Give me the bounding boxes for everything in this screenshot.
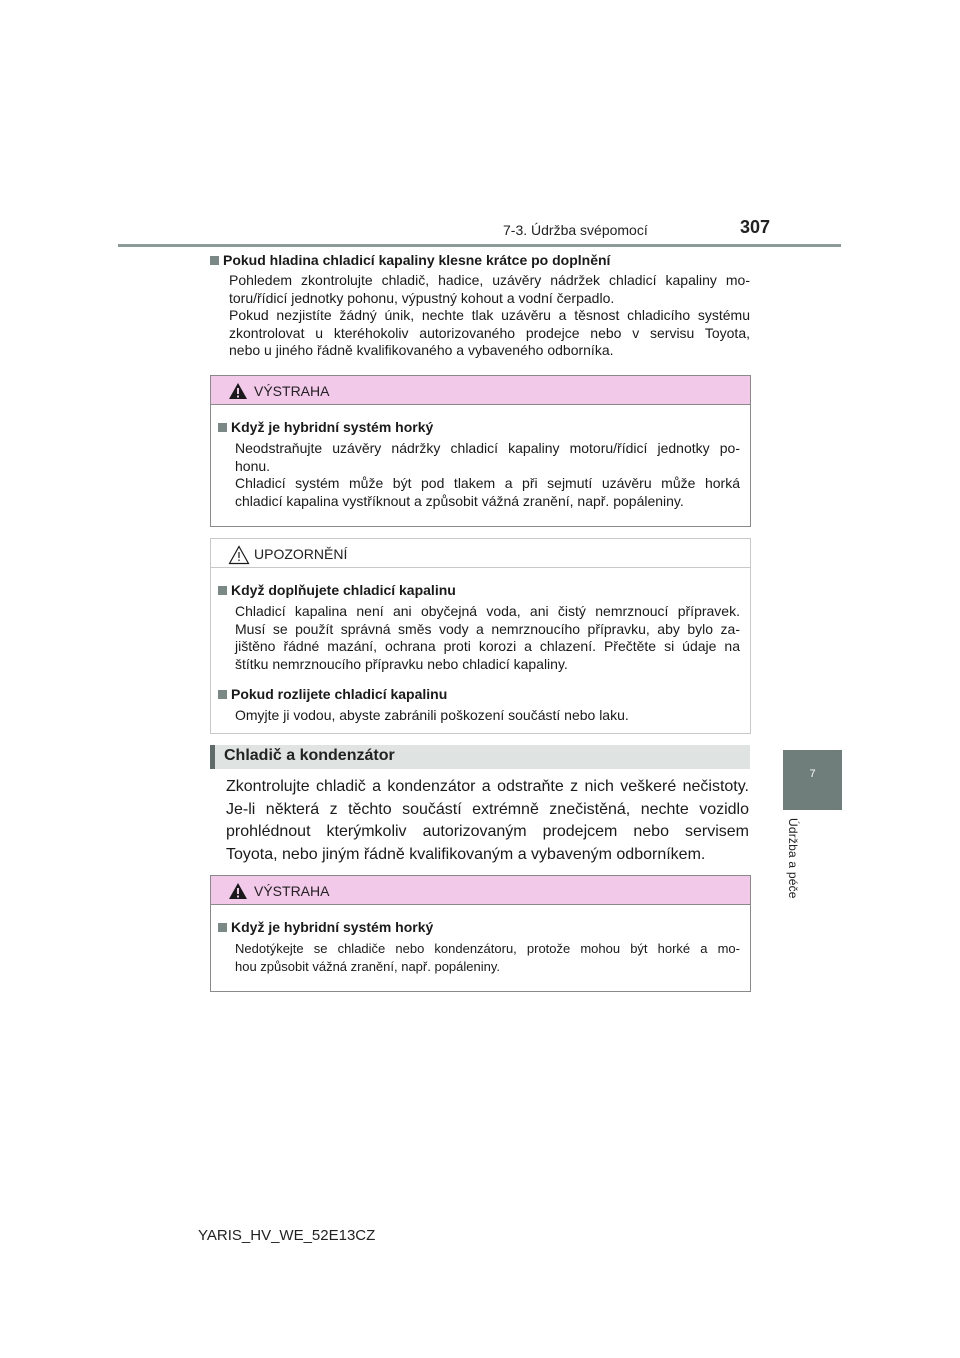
text-line: Zkontrolujte chladič a kondenzátor a odstraňte z nich veškeré nečistoty. [226, 778, 749, 795]
square-bullet-icon [218, 586, 227, 595]
caution-heading-text: Když doplňujete chladicí kapalinu [231, 582, 456, 598]
chapter-tab-number: 7 [809, 768, 816, 780]
warning-heading [218, 917, 740, 937]
warning-label: VÝSTRAHA [254, 883, 330, 899]
text-line: Nedotýkejte se chladiče nebo kondenzátoru, protože mohou být horké a mo- [235, 941, 740, 956]
text-line: štítku nemrznoucího přípravku nebo chladicí kapaliny. [235, 655, 568, 672]
caution-label: UPOZORNĚNÍ [254, 546, 348, 562]
warning-triangle-icon [228, 882, 248, 900]
intro-block [210, 250, 750, 360]
warning-paragraph [235, 940, 740, 975]
caution-heading-text: Pokud rozlijete chladicí kapalinu [231, 686, 448, 702]
text-line: Toyota, nebo jiným řádně kvalifikovaným a vybaveným odborníkem. [226, 845, 706, 863]
text-line: Je-li některá z těchto součástí extrémně znečistěná, nechte vozidlo [226, 800, 749, 818]
square-bullet-icon [218, 923, 227, 932]
intro-paragraph [229, 272, 750, 360]
text-line: honu. [235, 457, 271, 474]
warning-box-body [211, 405, 750, 522]
chapter-tab [783, 750, 842, 810]
caution-box-header [211, 539, 750, 568]
text-line: jištěno řádné mazání, ochrana proti korozi a chlazení. Přečtěte si údaje na [235, 638, 740, 654]
warning-box-header [211, 876, 750, 905]
warning-label: VÝSTRAHA [254, 383, 330, 399]
warning-heading-text: Když je hybridní systém horký [231, 919, 434, 935]
caution-heading [218, 684, 740, 704]
header-rule [118, 244, 841, 247]
section-title: Chladič a kondenzátor [224, 747, 395, 764]
page-number: 307 [740, 217, 771, 237]
text-line: prohlédnout kterýmkoliv autorizovaným prodejcem nebo servisem [226, 823, 749, 840]
caution-box-body [211, 568, 750, 737]
text-line: Chladicí systém může být pod tlakem a při sejmutí uzávěru může horká [235, 475, 740, 491]
caution-triangle-icon [228, 545, 250, 565]
text-line: nebo u jiného řádně kvalifikovaného a vybaveného odborníka. [229, 342, 614, 358]
caution-paragraph [235, 707, 740, 725]
warning-paragraph [235, 440, 740, 510]
intro-heading [210, 250, 750, 270]
warning-box [210, 875, 751, 992]
square-bullet-icon [218, 690, 227, 699]
caution-heading [218, 580, 740, 600]
warning-box-header [211, 376, 750, 405]
section-body [226, 776, 749, 866]
warning-triangle-icon [228, 382, 248, 400]
text-line: toru/řídicí jednotky pohonu, výpustný kohout a vodní čerpadlo. [229, 289, 615, 306]
warning-heading-text: Když je hybridní systém horký [231, 419, 434, 435]
text-line: hou způsobit vážná zranění, např. popáleniny. [235, 958, 500, 974]
warning-box [210, 375, 751, 527]
caution-paragraph [235, 603, 740, 673]
section-heading-bar [210, 745, 750, 769]
text-line: chladicí kapalina vystříknout a způsobit vážná zranění, např. popáleniny. [235, 492, 684, 509]
intro-heading-text: Pokud hladina chladicí kapaliny klesne krátce po doplnění [223, 252, 611, 268]
warning-heading [218, 417, 740, 437]
text-line: Pokud nezjistíte žádný únik, nechte tlak uzávěru a těsnost chladicího systému [229, 307, 750, 323]
square-bullet-icon [218, 423, 227, 432]
document-code: YARIS_HV_WE_52E13CZ [198, 1227, 376, 1244]
text-line: Omyjte ji vodou, abyste zabránili poškození součástí nebo laku. [235, 707, 629, 723]
text-line: zkontrolovat u kteréhokoliv autorizovaného prodejce nebo v servisu Toyota, [229, 324, 750, 341]
text-line: Musí se použít správná směs vody a nemrznoucího přípravku, aby bylo za- [235, 620, 740, 637]
caution-box [210, 538, 751, 734]
text-line: Chladicí kapalina není ani obyčejná voda, ani čistý nemrznoucí přípravek. [235, 603, 740, 619]
page-header-section: 7-3. Údržba svépomocí [503, 222, 648, 238]
text-line: Pohledem zkontrolujte chladič, hadice, uzávěry nádržek chladicí kapaliny mo- [229, 272, 750, 288]
text-line: Neodstraňujte uzávěry nádržky chladicí kapaliny motoru/řídicí jednotky po- [235, 440, 740, 456]
chapter-tab-label: Údržba a péče [786, 818, 800, 899]
square-bullet-icon [210, 256, 219, 265]
warning-box-body [211, 905, 750, 987]
